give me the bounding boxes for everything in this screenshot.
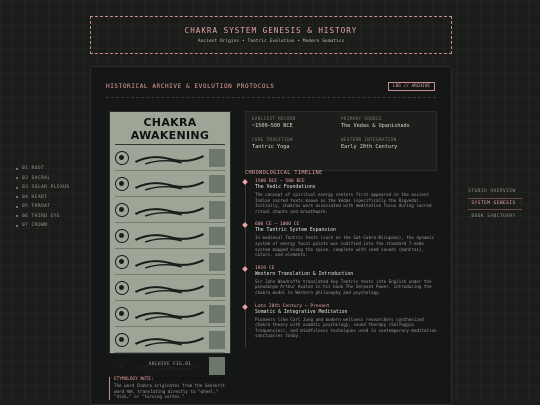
- event-description: In medieval Tantric texts (such as the Sat-Cakra-Nirupana), the dynamic system of energy focal points was codified into the standard 7-node system mapped along the spine, complete with seed sounds (mantras), colors, and elements.: [255, 235, 434, 258]
- poster-row: [115, 249, 225, 275]
- meta-label: WESTERN INTEGRATION: [341, 137, 397, 142]
- figure-thumbnail: [209, 175, 225, 193]
- event-date: Late 20th Century – Present: [255, 303, 330, 309]
- poster-title: CHAKRA AWAKENING: [115, 116, 225, 145]
- mudra-hand-icon: [133, 151, 206, 165]
- mudra-hand-icon: [133, 281, 206, 295]
- chakra-symbol-icon: [115, 281, 129, 295]
- mudra-hand-icon: [133, 177, 206, 191]
- meta-label: PRIMARY SOURCE: [341, 116, 382, 121]
- meta-value: ~1500–500 BCE: [252, 123, 293, 129]
- nav-item-sacral[interactable]: [16, 174, 70, 184]
- nav-studio-overview[interactable]: STUDIO OVERVIEW ◦: [468, 189, 522, 194]
- mudra-hand-icon: [133, 255, 206, 269]
- diamond-icon: [242, 266, 248, 272]
- nav-item-heart[interactable]: [16, 193, 70, 203]
- dot-icon: [16, 168, 18, 170]
- chakra-symbol-icon: [115, 307, 129, 321]
- event-date: 1919 CE: [255, 265, 275, 271]
- section-nav: [468, 186, 522, 222]
- figure-thumbnail: [209, 279, 225, 297]
- dot-icon: [16, 196, 18, 198]
- meta-core-tradition: [252, 137, 341, 150]
- nav-item-throat[interactable]: [16, 202, 70, 212]
- etymology-heading: ETYMOLOGY NOTE:: [114, 377, 154, 382]
- log-archive-button[interactable]: LOG // ARCHIVE: [388, 82, 435, 91]
- nav-system-genesis[interactable]: SYSTEM GENESIS ◦: [468, 198, 522, 210]
- dot-icon: [16, 215, 18, 217]
- mudra-hand-icon: [133, 333, 206, 347]
- dot-icon: [16, 177, 18, 179]
- figure-thumbnail: [209, 331, 225, 349]
- timeline-event: [255, 304, 441, 339]
- figure-thumbnail: [209, 227, 225, 245]
- mudra-hand-icon: [133, 307, 206, 321]
- dot-icon: [16, 187, 18, 189]
- dot-icon: [16, 206, 18, 208]
- poster-row: [115, 171, 225, 197]
- divider: [106, 97, 436, 98]
- event-description: Pioneers like Carl Jung and modern wellness researchers synthesized chakra theory with somatic psychology, sound therapy (Solfeggio frequencies), and mindfulness techniques used in contemporary meditation sanctuaries today.: [255, 316, 437, 339]
- meta-primary-source: [341, 116, 430, 129]
- panel-title: HISTORICAL ARCHIVE & EVOLUTION PROTOCOLS: [106, 83, 275, 90]
- chakra-symbol-icon: [115, 333, 129, 347]
- poster-caption: ARCHIVE FIG.01: [148, 362, 192, 367]
- nav-item-label: 05 THROAT: [22, 204, 51, 210]
- archive-panel: [90, 66, 452, 405]
- archive-poster-image: [109, 111, 231, 354]
- timeline-heading: CHRONOLOGICAL TIMELINE: [245, 170, 323, 176]
- meta-value: Tantric Yoga: [252, 144, 290, 150]
- chakra-symbol-icon: [115, 177, 129, 191]
- page-subtitle: Ancient Origins • Tantric Evolution • Modern Somatics: [197, 39, 345, 44]
- metadata-card: [245, 111, 437, 171]
- chakra-symbol-icon: [115, 255, 129, 269]
- chakra-symbol-icon: [115, 229, 129, 243]
- nav-book-sanctuary[interactable]: BOOK SANCTUARY ◦: [471, 214, 522, 219]
- poster-row: [115, 223, 225, 249]
- timeline: [245, 179, 441, 347]
- timeline-event: [255, 179, 441, 214]
- event-description: The concept of spiritual energy centers first appeared in the ancient Indian sacred texts known as the Vedas (specifically the Rigveda). Initially, chakras were associated with meditative focus during sacred ritual chants and breathwork.: [255, 192, 432, 214]
- figure-thumbnail: [209, 149, 225, 167]
- event-title: Somatic & Integrative Meditation: [255, 309, 348, 315]
- meta-value: Early 20th Century: [341, 144, 398, 150]
- etymology-text: The word Chakra originates from the Sanskrit word चक्र, translating directly to "wheel," "disk," or "turning vortex.": [114, 383, 225, 400]
- page-header: [90, 16, 452, 54]
- event-title: The Vedic Foundations: [255, 185, 316, 190]
- nav-item-label: 07 CROWN: [22, 223, 48, 229]
- nav-item-label: 02 SACRAL: [22, 175, 51, 181]
- nav-item-label: 04 HEART: [22, 194, 48, 200]
- meta-earliest-record: [252, 116, 341, 129]
- poster-rows: [115, 145, 225, 379]
- nav-item-label: 01 ROOT: [22, 166, 45, 172]
- dot-icon: [16, 225, 18, 227]
- mudra-hand-icon: [133, 203, 206, 217]
- mudra-hand-icon: [133, 229, 206, 243]
- figure-thumbnail: [209, 201, 225, 219]
- figure-thumbnail: [209, 253, 225, 271]
- poster-row: [115, 327, 225, 353]
- etymology-note: [109, 377, 231, 400]
- poster-row: [115, 145, 225, 171]
- figure-thumbnail: [209, 305, 225, 323]
- diamond-icon: [242, 304, 248, 310]
- event-title: The Tantric System Expansion: [255, 228, 336, 234]
- poster-row: [115, 275, 225, 301]
- meta-label: CORE TRADITION: [252, 137, 293, 142]
- event-date: 1500 BCE – 500 BCE: [255, 179, 305, 184]
- nav-item-root[interactable]: [16, 164, 70, 174]
- event-description: Sir John Woodroffe translated key Tantric texts into English under the pseudonym Arthur Avalon in his book The Serpent Power, introducing the chakra model to Western philosophy and psychology.: [255, 278, 432, 295]
- event-title: Western Translation & Introduction: [255, 271, 354, 277]
- poster-row: [115, 301, 225, 327]
- nav-item-crown[interactable]: [16, 221, 70, 231]
- nav-item-label: 03 SOLAR PLEXUS: [22, 185, 70, 191]
- chakra-symbol-icon: [115, 151, 129, 165]
- poster-row: [115, 197, 225, 223]
- page-title: CHAKRA SYSTEM GENESIS & HISTORY: [184, 26, 358, 35]
- diamond-icon: [242, 223, 248, 229]
- timeline-event: [255, 266, 441, 296]
- meta-label: EARLIEST RECORD: [252, 116, 296, 121]
- event-date: 600 CE – 1000 CE: [255, 222, 300, 228]
- chakra-symbol-icon: [115, 203, 129, 217]
- chakra-nav: [16, 164, 70, 231]
- diamond-icon: [242, 179, 248, 185]
- timeline-event: [255, 222, 441, 257]
- meta-value: The Vedas & Upanishads: [341, 123, 410, 129]
- nav-item-third-eye[interactable]: [16, 212, 70, 222]
- meta-western-integration: [341, 137, 430, 150]
- nav-item-solar-plexus[interactable]: [16, 183, 70, 193]
- nav-item-label: 06 THIRD EYE: [22, 213, 60, 219]
